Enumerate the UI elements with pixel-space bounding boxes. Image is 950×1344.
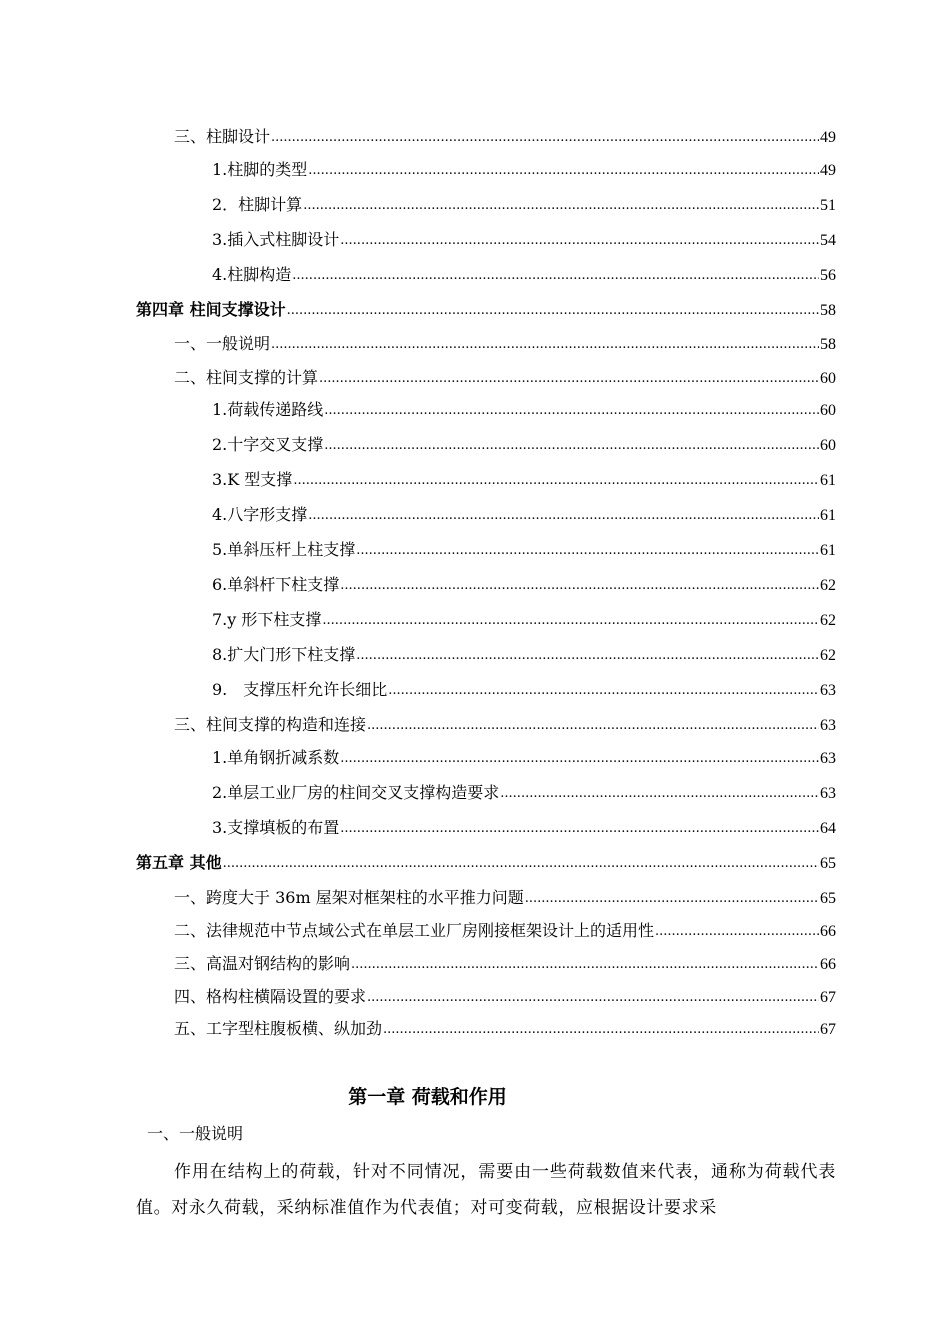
toc-entry-page: 60 (820, 370, 836, 387)
toc-dot-leader (388, 676, 819, 704)
toc-entry-page: 56 (820, 267, 836, 284)
toc-entry-page: 63 (820, 785, 836, 802)
toc-dot-leader (340, 571, 819, 599)
toc-entry[interactable] (212, 432, 836, 458)
toc-entry-page: 51 (820, 197, 836, 214)
toc-entry[interactable] (174, 1016, 836, 1042)
toc-entry[interactable] (174, 712, 836, 738)
toc-entry-label: 8.扩大门形下柱支撑 (212, 645, 356, 664)
toc-entry[interactable] (212, 502, 836, 528)
toc-entry-page: 66 (820, 956, 836, 973)
toc-entry[interactable] (212, 467, 836, 493)
toc-dot-leader (351, 950, 819, 978)
toc-entry-label: 一、一般说明 (174, 334, 271, 353)
toc-entry-label: 6.单斜杆下柱支撑 (212, 575, 340, 594)
toc-entry-page: 61 (820, 472, 836, 489)
toc-dot-leader (340, 226, 819, 254)
toc-dot-leader (356, 641, 819, 669)
toc-entry-label: 三、柱脚设计 (174, 127, 271, 146)
toc-entry[interactable] (212, 677, 836, 703)
toc-entry-label: 一、跨度大于 36m 屋架对框架柱的水平推力问题 (174, 888, 524, 907)
toc-entry[interactable] (174, 885, 836, 911)
toc-entry[interactable] (212, 815, 836, 841)
toc-entry-page: 60 (820, 437, 836, 454)
toc-entry[interactable] (212, 397, 836, 423)
toc-dot-leader (367, 983, 819, 1011)
toc-entry-label: 4.八字形支撑 (212, 505, 308, 524)
toc-entry-label: 4.柱脚构造 (212, 265, 292, 284)
toc-entry-page: 67 (820, 1021, 836, 1038)
toc-entry-page: 64 (820, 820, 836, 837)
toc-entry[interactable] (212, 780, 836, 806)
toc-dot-leader (271, 123, 819, 151)
toc-entry-label: 二、柱间支撑的计算 (174, 368, 319, 387)
toc-dot-leader (271, 330, 819, 358)
toc-entry-label: 五、工字型柱腹板横、纵加劲 (174, 1019, 383, 1038)
toc-dot-leader (292, 261, 819, 289)
body-paragraph: 作用在结构上的荷载，针对不同情况，需要由一些荷载数值来代表，通称为荷载代表值。对永久荷载，采纳标准值作为代表值；对可变荷载，应根据设计要求采 (136, 1162, 836, 1218)
toc-entry-page: 62 (820, 577, 836, 594)
toc-dot-leader (223, 849, 819, 877)
toc-entry-page: 66 (820, 923, 836, 940)
toc-entry-label: 四、格构柱横隔设置的要求 (174, 987, 367, 1006)
toc-entry-label: 7.y 形下柱支撑 (212, 610, 322, 629)
toc-entry-page: 58 (820, 336, 836, 353)
toc-dot-leader (340, 814, 819, 842)
toc-entry-label: 1.柱脚的类型 (212, 160, 308, 179)
toc-dot-leader (322, 606, 819, 634)
toc-entry-label: 5.单斜压杆上柱支撑 (212, 540, 356, 559)
toc-entry[interactable] (174, 984, 836, 1010)
toc-entry-page: 65 (820, 855, 836, 872)
toc-dot-leader (308, 501, 819, 529)
toc-entry-page: 63 (820, 750, 836, 767)
toc-entry-page: 63 (820, 682, 836, 699)
toc-entry-page: 67 (820, 989, 836, 1006)
toc-entry-label: 3.K 型支撑 (212, 470, 293, 489)
toc-entry-page: 54 (820, 232, 836, 249)
toc-entry[interactable] (212, 537, 836, 563)
chapter-title: 第一章 荷载和作用 (348, 1086, 507, 1108)
toc-entry[interactable] (212, 572, 836, 598)
toc-entry[interactable] (174, 331, 836, 357)
toc-entry-label: 3.插入式柱脚设计 (212, 230, 340, 249)
toc-chapter-entry[interactable] (136, 850, 836, 876)
toc-entry-label: 三、高温对钢结构的影响 (174, 954, 351, 973)
toc-entry[interactable] (212, 262, 836, 288)
toc-entry[interactable] (174, 918, 836, 944)
toc-dot-leader (525, 884, 819, 912)
toc-dot-leader (319, 364, 819, 392)
toc-entry-label: 2．柱脚计算 (212, 195, 303, 214)
toc-dot-leader (367, 711, 819, 739)
toc-dot-leader (655, 917, 819, 945)
toc-chapter-entry[interactable] (136, 297, 836, 323)
toc-dot-leader (356, 536, 819, 564)
toc-entry-label: 第五章 其他 (136, 853, 222, 872)
toc-dot-leader (324, 396, 819, 424)
toc-entry[interactable] (174, 951, 836, 977)
toc-dot-leader (303, 191, 819, 219)
section-heading: 一、一般说明 (147, 1124, 244, 1143)
toc-entry-label: 2.单层工业厂房的柱间交叉支撑构造要求 (212, 783, 500, 802)
toc-entry[interactable] (212, 192, 836, 218)
toc-entry-label: 二、法律规范中节点域公式在单层工业厂房刚接框架设计上的适用性 (174, 921, 655, 940)
toc-entry-page: 62 (820, 647, 836, 664)
toc-entry[interactable] (174, 124, 836, 150)
toc-entry-page: 62 (820, 612, 836, 629)
toc-entry-label: 2.十字交叉支撑 (212, 435, 324, 454)
toc-dot-leader (383, 1015, 819, 1043)
toc-dot-leader (340, 744, 819, 772)
toc-dot-leader (308, 156, 819, 184)
toc-entry-label: 1.荷载传递路线 (212, 400, 324, 419)
toc-entry-label: 三、柱间支撑的构造和连接 (174, 715, 367, 734)
toc-entry[interactable] (212, 607, 836, 633)
toc-entry[interactable] (174, 365, 836, 391)
toc-entry-label: 3.支撑填板的布置 (212, 818, 340, 837)
toc-entry-page: 61 (820, 542, 836, 559)
toc-entry-page: 61 (820, 507, 836, 524)
toc-dot-leader (287, 296, 819, 324)
toc-entry[interactable] (212, 642, 836, 668)
toc-entry-label: 9. 支撑压杆允许长细比 (212, 680, 388, 699)
toc-entry-page: 65 (820, 890, 836, 907)
toc-entry-label: 1.单角钢折减系数 (212, 748, 340, 767)
toc-dot-leader (293, 466, 819, 494)
toc-entry-page: 49 (820, 162, 836, 179)
toc-entry-page: 63 (820, 717, 836, 734)
toc-dot-leader (324, 431, 819, 459)
toc-entry[interactable] (212, 227, 836, 253)
toc-entry[interactable] (212, 745, 836, 771)
toc-entry-page: 58 (820, 302, 836, 319)
toc-entry-page: 60 (820, 402, 836, 419)
toc-entry[interactable] (212, 157, 836, 183)
toc-entry-label: 第四章 柱间支撑设计 (136, 300, 286, 319)
toc-dot-leader (500, 779, 819, 807)
toc-entry-page: 49 (820, 129, 836, 146)
